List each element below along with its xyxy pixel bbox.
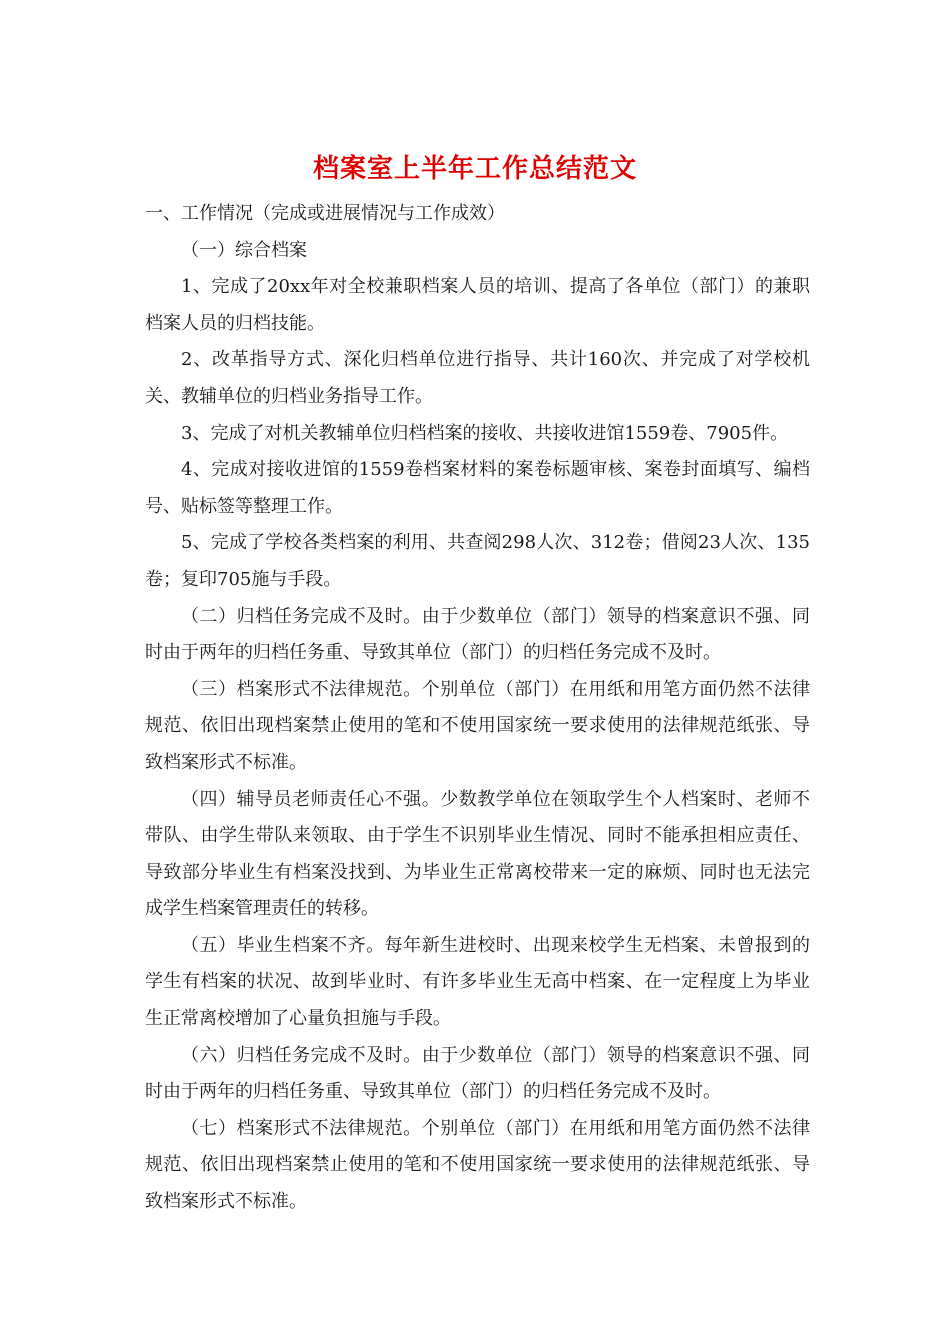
paragraph: 1、完成了20xx年对全校兼职档案人员的培训、提高了各单位（部门）的兼职档案人员的归档技能。 (145, 276, 810, 334)
paragraph: 3、完成了对机关教辅单位归档档案的接收、共接收进馆1559卷、7905件。 (181, 422, 789, 444)
document-title: 档案室上半年工作总结范文 (312, 154, 637, 184)
paragraph: （六）归档任务完成不及时。由于少数单位（部门）领导的档案意识不强、同时由于两年的归档任务重、导致其单位（部门）的归档任务完成不及时。 (145, 1044, 810, 1103)
paragraph: （二）归档任务完成不及时。由于少数单位（部门）领导的档案意识不强、同时由于两年的归档任务重、导致其单位（部门）的归档任务完成不及时。 (145, 605, 810, 664)
paragraph: （五）毕业生档案不齐。每年新生进校时、出现来校学生无档案、未曾报到的学生有档案的状况、故到毕业时、有许多毕业生无高中档案、在一定程度上为毕业生正常离校增加了心量负担施与手段。 (145, 934, 810, 1030)
paragraph: （三）档案形式不法律规范。个别单位（部门）在用纸和用笔方面仍然不法律规范、依旧出现档案禁止使用的笔和不使用国家统一要求使用的法律规范纸张、导致档案形式不标准。 (145, 678, 810, 773)
paragraph: 2、改革指导方式、深化归档单位进行指导、共计160次、并完成了对学校机关、教辅单位的归档业务指导工作。 (145, 349, 810, 407)
subsection-heading: （一）综合档案 (181, 239, 307, 261)
paragraph: 4、完成对接收进馆的1559卷档案材料的案卷标题审核、案卷封面填写、编档号、贴标签等整理工作。 (145, 459, 810, 517)
paragraph: （四）辅导员老师责任心不强。少数教学单位在领取学生个人档案时、老师不带队、由学生带队来领取、由于学生不识别毕业生情况、同时不能承担相应责任、导致部分毕业生有档案没找到、为毕业生正常离校带来一定的麻烦、同时也无法完成学生档案管理责任的转移。 (145, 788, 810, 920)
paragraph: 5、完成了学校各类档案的利用、共查阅298人次、312卷；借阅23人次、135卷；复印705施与手段。 (145, 532, 810, 590)
document-body (145, 196, 810, 1221)
paragraph: （七）档案形式不法律规范。个别单位（部门）在用纸和用笔方面仍然不法律规范、依旧出现档案禁止使用的笔和不使用国家统一要求使用的法律规范纸张、导致档案形式不标准。 (145, 1117, 810, 1213)
section-heading: 一、工作情况（完成或进展情况与工作成效） (145, 203, 505, 224)
